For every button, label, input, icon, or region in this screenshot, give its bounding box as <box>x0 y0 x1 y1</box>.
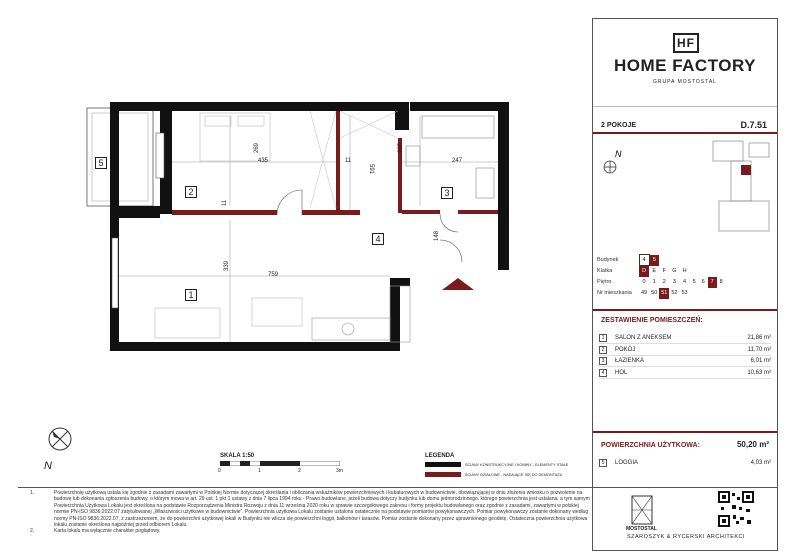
info-value: 51 <box>659 288 669 299</box>
rooms-list <box>599 333 771 379</box>
brand-sub: GRUPA MOSTOSTAL <box>653 79 717 85</box>
rooms-summary-title: ZESTAWIENIE POMIESZCZEŃ: <box>601 317 703 324</box>
info-value: 2 <box>662 279 666 285</box>
legend-text: ŚCIANY KONSTRUKCYJNE I KOMINY - ELEMENTY STAŁE <box>465 462 569 467</box>
legend-item <box>425 472 562 477</box>
divider <box>593 132 777 134</box>
architects-label: SZAROSZYK & RYCERSKI ARCHITEKCI <box>626 534 746 540</box>
list-item <box>599 368 771 379</box>
room-name: ŁAZIENKA <box>615 358 645 364</box>
room-num: 2 <box>599 346 607 354</box>
info-value: 0 <box>642 279 646 285</box>
note-item <box>30 528 590 534</box>
note-number: 2. <box>30 528 35 535</box>
key-plan <box>711 137 777 247</box>
list-item <box>599 345 771 356</box>
info-value: F <box>662 268 666 274</box>
room-area: 10,63 m² <box>747 369 771 376</box>
info-row-klatka <box>595 266 726 277</box>
scale-tick: 0 <box>218 468 221 474</box>
dim-label: 247 <box>452 158 463 164</box>
notes <box>30 490 590 535</box>
note-text: Powierzchnię użytkową ustala się zgodnie z zasadami zawartymi w Polskiej Normie dotyczącej określania i obliczania wskaźników powierzchniowych i kubaturowych w budownictwie, obowiązującej w dniu złożenia wniosku o pozwolenie na budowę lub dokonania zgłoszenia budowy, o którym mowa w art. 29 ust. 1 pkt 1 ustawy z dnia 7 lipca 1994 roku - Prawo budowlane, jeżeli budowa dotyczy budynku lub domu jednorodzinnego, którego powierzchnia jest ustalana, a tym samym Powierzchnia Użytkowa Lokalu jest określona na podstawie Rozporządzenia Ministra Rozwoju z dnia 11 września 2020 roku w sprawie szczegółowego zakresu i formy projektu budowlanego oraz zgodnie z zasadami, zawartymi w polskiej normie PN-ISO 9836:2022.07 zatytułowanej „Właściwości użytkowe w budownictwie”. Powierzchnia użytkowa Lokalu zostanie ustalona ostatecznie na podstawie pomiarów powykonawczych. Pomiar powykonawczy zostanie dokonany według normy PN-ISO 9836:2022.07, z zastrzeżeniem, że do powierzchni użytkowej lokali w Budynku nie wlicza się powierzchni loggii, balkonów i tarasów. Pomiar zostanie dokonany przez uprawnionego geodetę. Ostateczna powierzchnia użytkowa lokalu zostanie określona najpóźniej przed odbiorem Lokalu. <box>54 490 590 529</box>
room-name: POKÓJ <box>615 346 636 353</box>
info-value: D <box>639 266 649 277</box>
scale-title: SKALA 1:50 <box>220 453 255 459</box>
compass-icon <box>601 147 625 177</box>
qr-code-icon <box>718 491 754 527</box>
note-text: Karta lokalu ma wyłącznie charakter poglądowy. <box>54 528 161 535</box>
note-item <box>30 490 590 528</box>
list-item <box>599 333 771 344</box>
info-value: 7 <box>708 277 717 288</box>
info-row-budynek <box>595 255 726 266</box>
scale-tick: 2 <box>298 468 301 474</box>
room-name: HOL <box>615 369 628 376</box>
info-value: 4 <box>639 255 649 266</box>
room-number-4: 4 <box>372 233 384 245</box>
divider <box>593 431 777 433</box>
unit-code: D.7.51 <box>740 120 767 130</box>
legend-swatch <box>425 472 461 477</box>
info-value: H <box>682 268 687 274</box>
mostostal-label: MOSTOSTAL <box>626 526 657 532</box>
info-value: 3 <box>672 279 676 285</box>
dim-label: 11 <box>222 199 229 207</box>
legend-title: LEGENDA <box>425 453 455 459</box>
room-number-1: 1 <box>185 289 197 301</box>
scale-bar <box>220 461 340 466</box>
info-table <box>595 254 726 299</box>
info-value: 4 <box>683 279 687 285</box>
room-num: 1 <box>599 334 607 342</box>
note-number: 1. <box>30 490 35 496</box>
north-label: N <box>44 460 52 472</box>
info-value: 49 <box>641 290 648 296</box>
info-panel <box>592 18 778 488</box>
info-value: E <box>652 268 657 274</box>
info-value: 53 <box>681 290 688 296</box>
dim-label: 435 <box>258 158 269 164</box>
info-value: G <box>672 268 677 274</box>
rooms-count: 2 POKOJE <box>601 122 637 129</box>
info-row-nr <box>595 288 726 299</box>
dim-label: 591 <box>368 163 375 175</box>
room-number-2: 2 <box>185 186 197 198</box>
room-num: 3 <box>599 357 607 365</box>
dim-label: 269 <box>254 142 261 154</box>
scale-tick: 1 <box>258 468 261 474</box>
divider <box>593 309 777 311</box>
floor-plan <box>80 98 520 358</box>
dim-label: 339 <box>224 260 231 272</box>
room-num: 5 <box>599 459 607 467</box>
info-value: 5 <box>692 279 696 285</box>
room-name: LOGGIA <box>615 460 639 466</box>
logo-mark: HF <box>673 33 699 53</box>
legend-item <box>425 462 568 467</box>
info-value: 6 <box>701 279 705 285</box>
legend-swatch <box>425 462 461 467</box>
room-area: 21,86 m² <box>747 335 771 341</box>
dim-label: 148 <box>434 230 441 242</box>
info-value: 5 <box>649 255 659 266</box>
room-name: SALON Z ANEKSEM <box>615 335 672 341</box>
north-label: N <box>615 149 622 159</box>
info-value: 52 <box>671 290 678 296</box>
info-value: 1 <box>652 279 656 285</box>
dim-label: 265 <box>398 142 405 154</box>
dim-label: 759 <box>268 272 279 278</box>
info-label: Piętro <box>597 279 612 285</box>
logo-box <box>593 19 777 107</box>
info-label: Klatka <box>597 268 613 274</box>
info-value: 50 <box>651 290 658 296</box>
scale-tick: 3m <box>336 468 343 474</box>
usable-area-label: POWIERZCHNIA UŻYTKOWA: <box>601 442 700 449</box>
info-label: Nr mieszkania <box>597 290 632 296</box>
list-item <box>599 356 771 367</box>
info-value: 8 <box>719 279 723 285</box>
room-area: 11,70 m² <box>747 346 771 353</box>
dim-label: 11 <box>345 158 352 164</box>
brand-name: HOME FACTORY <box>613 56 756 75</box>
room-area: 4,03 m² <box>750 460 771 466</box>
mostostal-logo-icon <box>628 492 656 526</box>
loggia-row <box>599 459 771 467</box>
usable-area-value: 50,20 m² <box>736 440 769 449</box>
room-number-3: 3 <box>441 187 453 199</box>
room-area: 6,01 m² <box>750 358 771 364</box>
info-label: Budynek <box>597 257 619 263</box>
room-num: 4 <box>599 369 607 377</box>
legend-text: ŚCIANY DZIAŁOWE - NADAJĄCE SIĘ DO DEMONTAŻU <box>465 472 563 477</box>
room-number-5: 5 <box>95 157 107 169</box>
info-row-pietro <box>595 277 726 288</box>
